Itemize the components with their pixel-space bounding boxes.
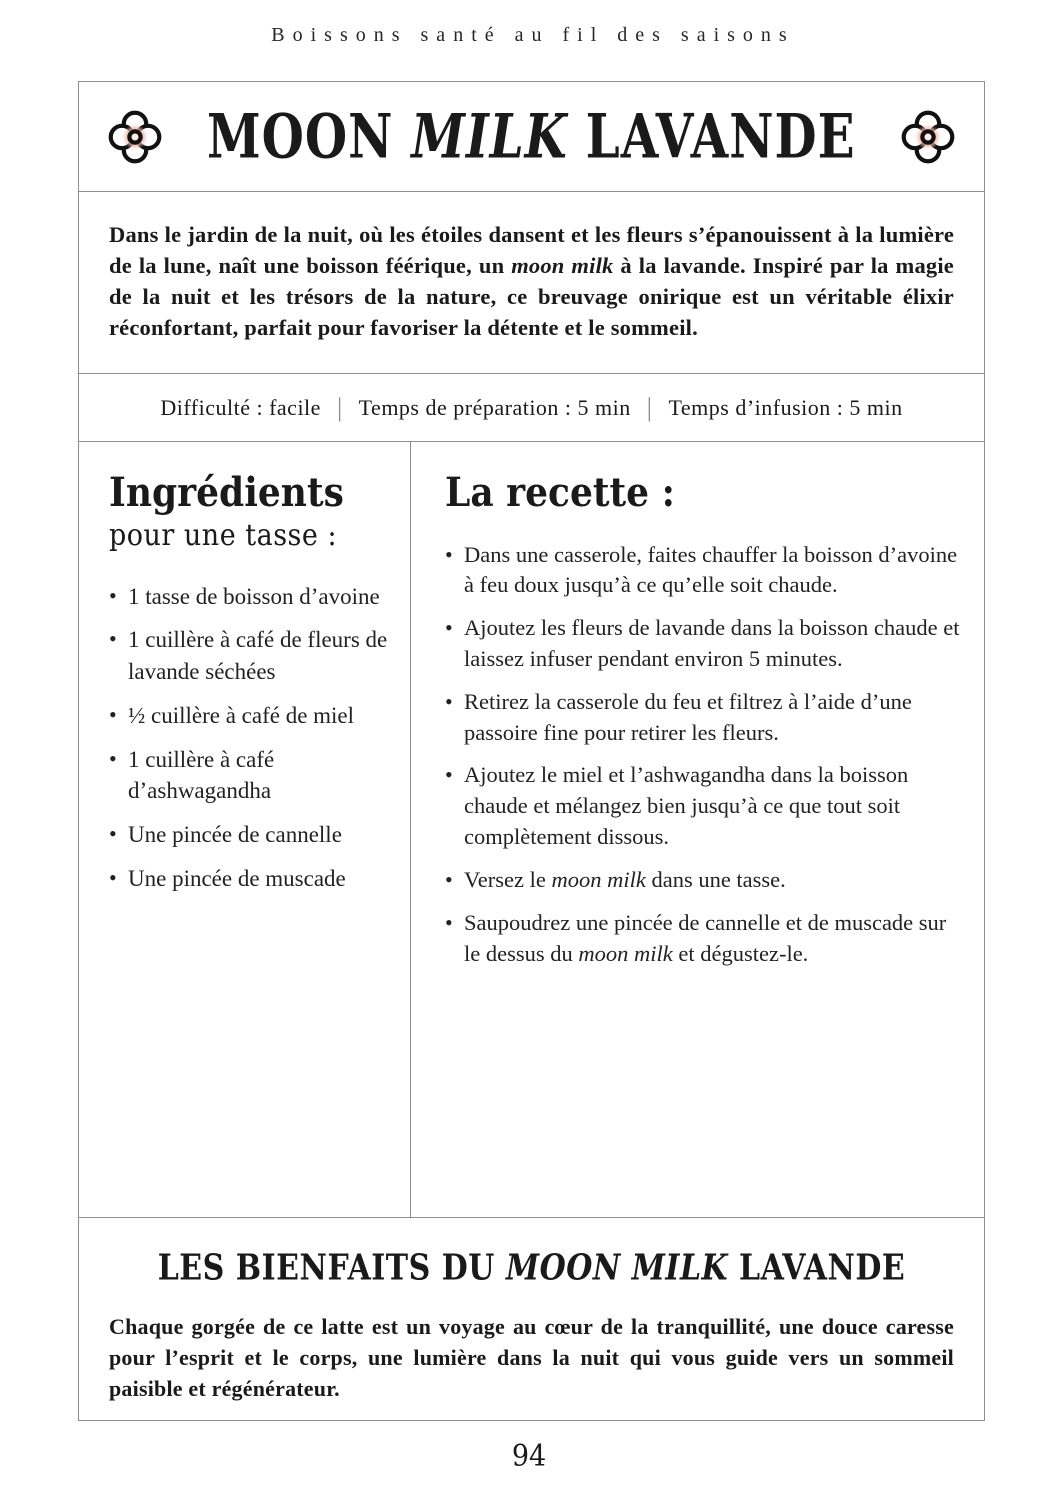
title-part-upright2: LAVANDE: [568, 99, 856, 172]
separator: |: [336, 392, 343, 422]
ingredient-text: ½ cuillère à café de miel: [128, 702, 355, 728]
recipe-step: [445, 760, 960, 852]
meta-bar: [79, 374, 984, 442]
title-row: [79, 82, 984, 192]
title-part-upright: MOON: [207, 99, 412, 172]
flower-icon: [107, 109, 163, 165]
bullet-icon: •: [445, 909, 453, 935]
bullet-icon: •: [109, 582, 117, 608]
page-number: 94: [511, 1439, 547, 1474]
title-part-italic: MILK: [411, 99, 569, 172]
intro-paragraph: [79, 192, 984, 374]
step-text: Ajoutez le miel et l’ashwagandha dans la boisson chaude et mélangez bien jusqu’à ce que tout soit complètement dissous.: [464, 762, 909, 850]
step-text: Versez le moon milk dans une tasse.: [464, 866, 786, 892]
benefits-text: Chaque gorgée de ce latte est un voyage au cœur de la tranquillité, une douce caresse pour l’esprit et le corps, une lumière dans la nuit qui vous guide vers un sommeil paisible et régénérateur.: [109, 1314, 954, 1402]
difficulty-value: Difficulté : facile: [160, 394, 321, 420]
recipe-step: [445, 908, 960, 970]
intro-text: Dans le jardin de la nuit, où les étoiles dansent et les fleurs s’épanouissent à la lumière de la lune, naît une boisson féérique, un: [109, 222, 954, 279]
bullet-icon: •: [445, 541, 453, 567]
step-text: Ajoutez les fleurs de lavande dans la boisson chaude et laissez infuser pendant environ 5 minutes.: [464, 615, 960, 672]
ingredient-text: 1 cuillère à café d’ashwagandha: [128, 746, 275, 804]
benefits-title: LES BIENFAITS DU MOON MILK LAVANDE: [157, 1247, 906, 1289]
recipe-steps-section: [411, 442, 984, 1217]
ingredient-item: [109, 744, 394, 807]
step-text: Saupoudrez une pincée de cannelle et de muscade sur le dessus du moon milk et dégustez-le.: [464, 909, 947, 966]
bullet-icon: •: [109, 864, 117, 890]
bullet-icon: •: [445, 866, 453, 892]
ingredient-text: Une pincée de muscade: [128, 865, 346, 891]
bullet-icon: •: [109, 821, 117, 846]
recipe-heading: La recette :: [445, 469, 675, 517]
recipe-step: [445, 540, 960, 602]
bullet-icon: •: [445, 688, 453, 714]
ingredient-text: 1 cuillère à café de fleurs de lavande séchées: [128, 627, 388, 685]
ingredient-item: [109, 581, 394, 613]
page-title: [207, 99, 856, 172]
bullet-icon: •: [109, 626, 117, 652]
bullet-icon: •: [109, 701, 117, 727]
bullet-icon: •: [109, 745, 117, 771]
separator: |: [646, 392, 653, 422]
recipe-step: [445, 865, 960, 896]
step-text: Retirez la casserole du feu et filtrez à l’aide d’une passoire fine pour retirer les fleurs.: [464, 688, 912, 745]
infusion-time-value: Temps d’infusion : 5 min: [668, 394, 903, 420]
ingredient-text: 1 tasse de boisson d’avoine: [128, 583, 380, 609]
ingredient-item: [109, 624, 394, 687]
ingredients-heading: Ingrédients: [109, 469, 344, 517]
ingredient-item: [109, 863, 394, 895]
ingredients-section: [79, 442, 411, 1217]
intro-text2: à la lavande. Inspiré par la magie de la nuit et les trésors de la nature, ce breuvage onirique est un véritable élixir réconfortant, parfait pour favoriser la détente et le sommeil.: [109, 253, 954, 341]
step-list: [445, 540, 960, 970]
ingredient-item: [109, 700, 394, 732]
recipe-body: [79, 442, 984, 1218]
prep-time-value: Temps de préparation : 5 min: [358, 394, 631, 420]
benefits-section: [79, 1218, 984, 1420]
recipe-card: [78, 81, 985, 1421]
ingredient-text: Une pincée de cannelle: [128, 822, 342, 847]
bullet-icon: •: [445, 615, 453, 641]
running-header: Boissons santé au fil des saisons: [271, 24, 795, 46]
flower-icon: [900, 109, 956, 165]
recipe-step: [445, 687, 960, 749]
ingredients-subheading: pour une tasse :: [109, 517, 338, 553]
ingredient-item: [109, 819, 394, 851]
recipe-step: [445, 613, 960, 675]
intro-italic: moon milk: [511, 253, 614, 279]
ingredient-list: [109, 581, 394, 895]
bullet-icon: •: [445, 762, 453, 788]
step-text: Dans une casserole, faites chauffer la boisson d’avoine à feu doux jusqu’à ce qu’elle soit chaude.: [464, 541, 958, 598]
